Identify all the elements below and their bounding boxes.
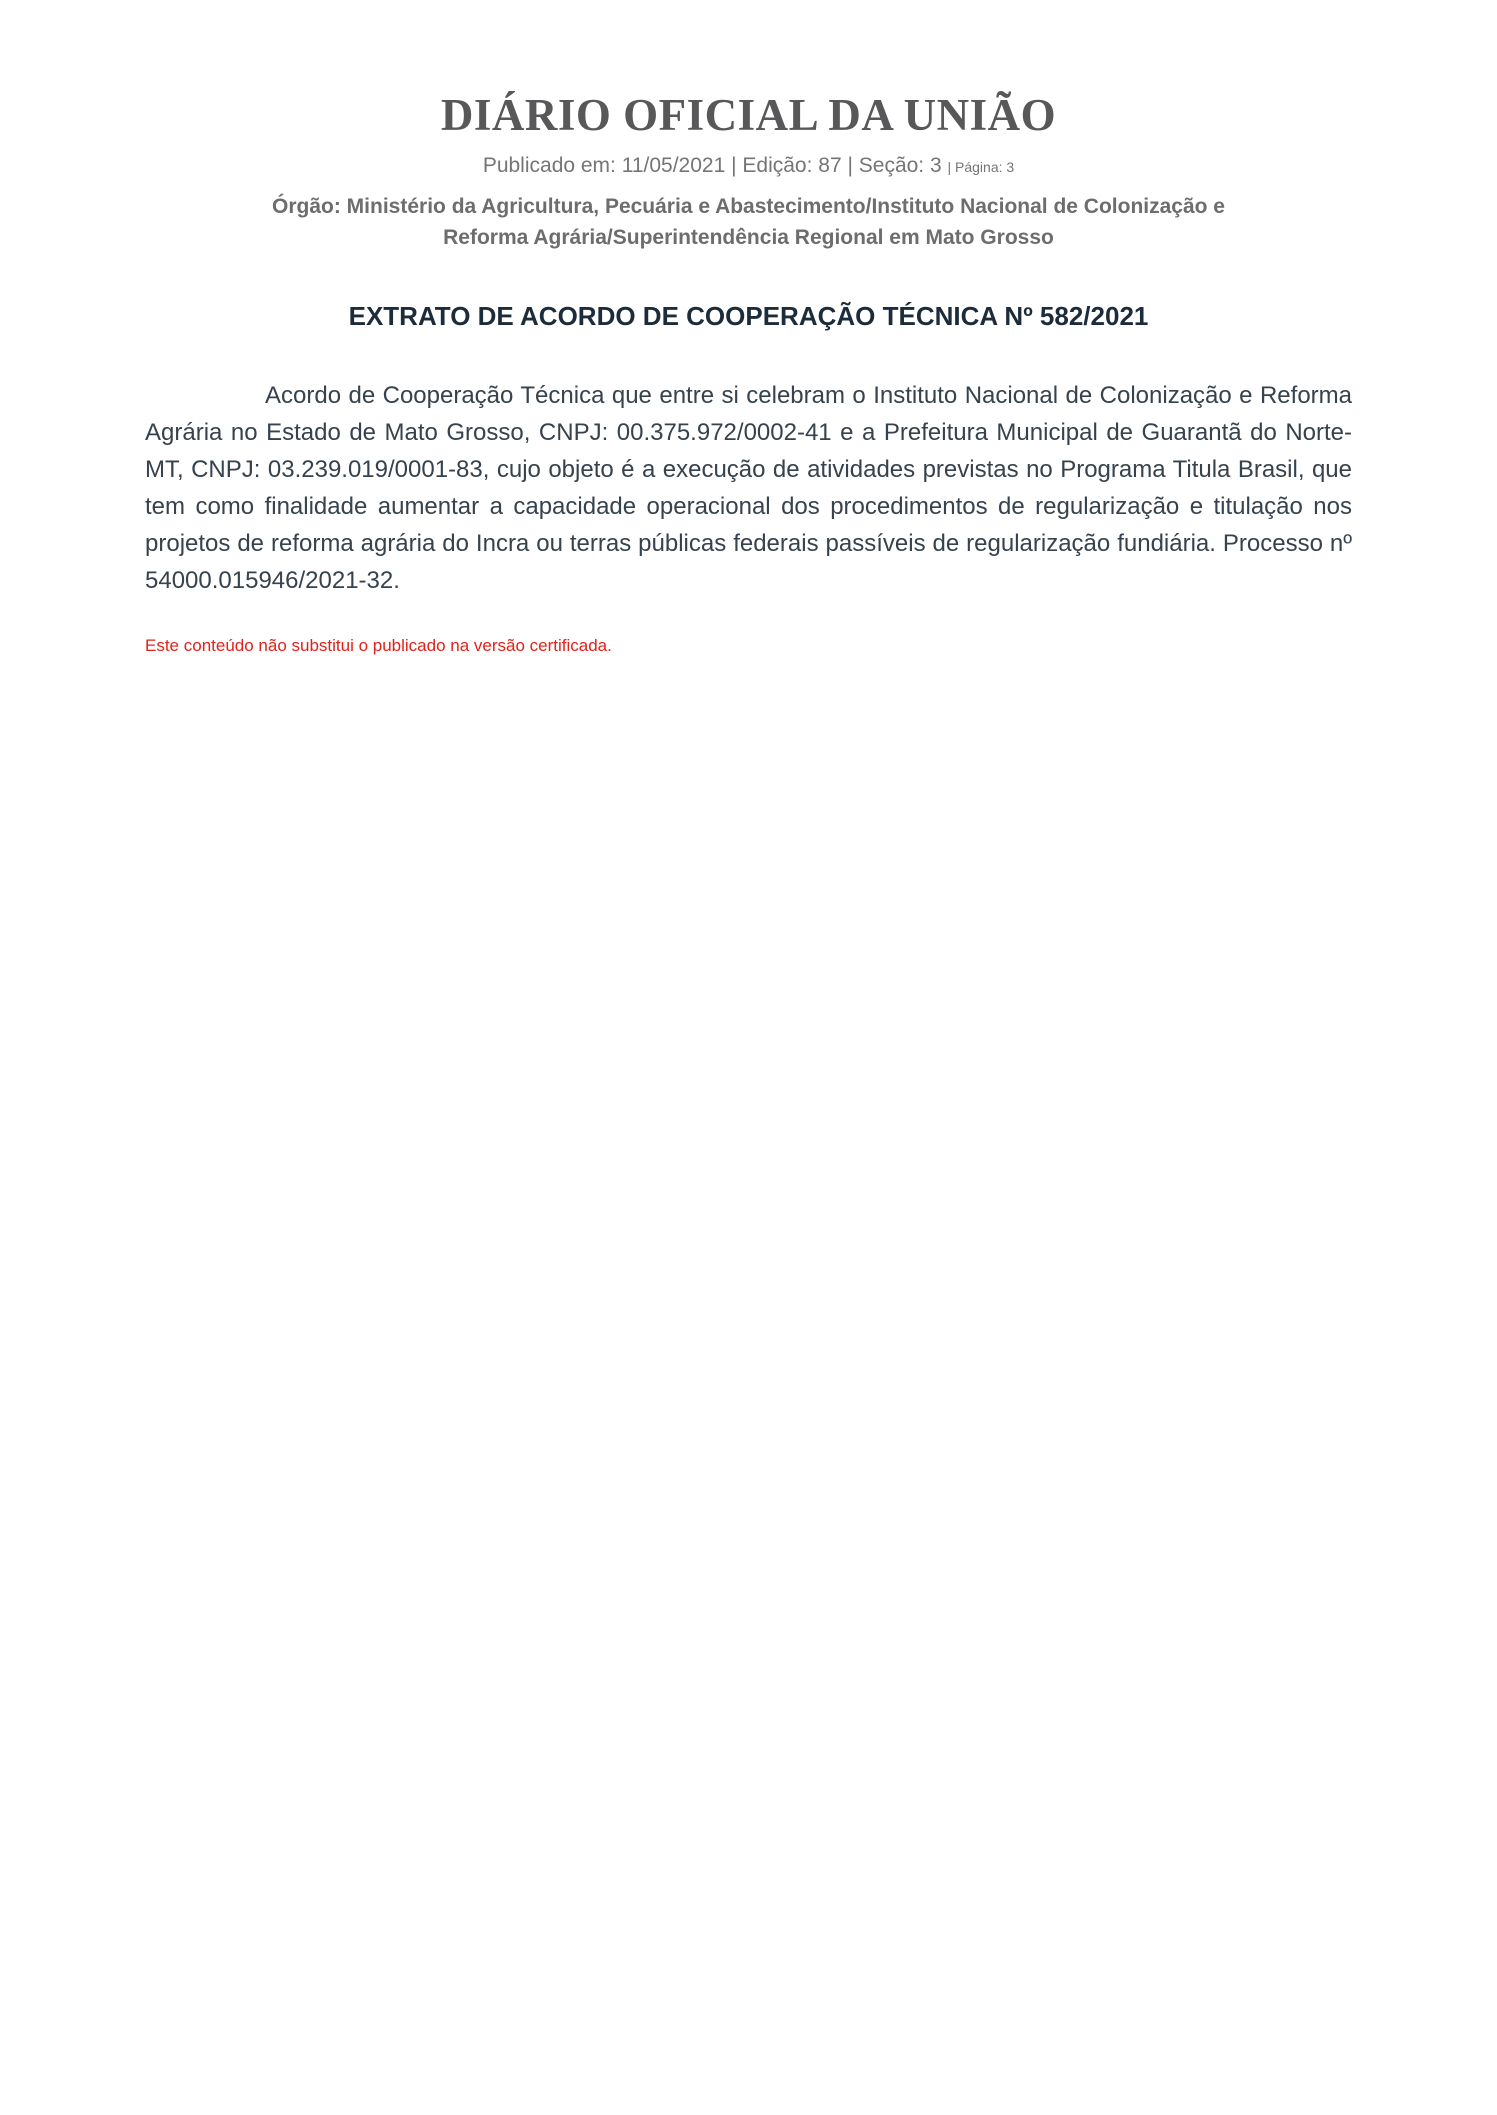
certification-disclaimer: Este conteúdo não substitui o publicado na versão certificada. bbox=[145, 636, 612, 655]
publication-meta-page: | Página: 3 bbox=[947, 159, 1015, 175]
article-body-paragraph: Acordo de Cooperação Técnica que entre si celebram o Instituto Nacional de Colonização e Reforma Agrária no Estado de Mato Grosso, CNPJ: 00.375.972/0002-41 e a Prefeitura Municipal de Guarantã do Norte-MT, CNPJ: 03.239.019/0001-83, cujo objeto é a execução de atividades previstas no Programa Titula Brasil, que tem como finalidade aumentar a capacidade operacional dos procedimentos de regularização e titulação nos projetos de reforma agrária do Incra ou terras públicas federais passíveis de regularização fundiária. Processo nº 54000.015946/2021-32. bbox=[145, 382, 1352, 594]
publication-meta bbox=[0, 153, 1497, 180]
masthead bbox=[0, 90, 1497, 253]
article bbox=[0, 301, 1497, 656]
organization-line: Órgão: Ministério da Agricultura, Pecuária e Abastecimento/Instituto Nacional de Colonização e Reforma Agrária/Superintendência Regional em Mato Grosso bbox=[272, 195, 1225, 249]
page-title: DIÁRIO OFICIAL DA UNIÃO bbox=[440, 90, 1057, 140]
article-heading: EXTRATO DE ACORDO DE COOPERAÇÃO TÉCNICA Nº 582/2021 bbox=[348, 301, 1149, 331]
publication-meta-main: Publicado em: 11/05/2021 | Edição: 87 | Seção: 3 bbox=[482, 154, 942, 177]
